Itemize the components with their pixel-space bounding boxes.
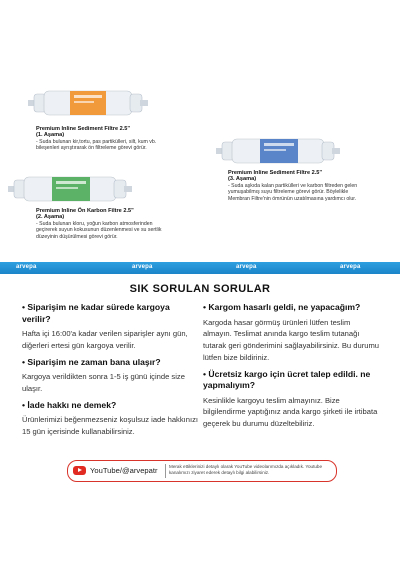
brand-logo-text: arvepa [340,264,361,270]
filter-image-stage-1 [28,86,148,120]
faq-question: • Siparişim ne kadar sürede kargoya verilir? [22,302,170,324]
youtube-info-text: Merak ettiklerinizi detaylı olarak YouTube videolarımızda açıkladık. Youtube kanalımızı ziyaret ederek detaylı bilgi alabilirsiniz. [169,464,323,475]
brand-logo-text: arvepa [236,264,257,270]
faq-title: SIK SORULAN SORULAR [129,283,271,295]
brand-logo-text: arvepa [132,264,153,270]
product-description-stage-2 [36,208,164,240]
youtube-handle[interactable]: YouTube/@arvepatr [90,466,158,475]
faq-question: • Siparişim ne zaman bana ulaşır? [22,356,161,367]
product-desc: - Suda bulunan kir,tortu, pas partikülleri, silt, kum vb. bileşenleri ayrıştırarak ön filtreleme görevi görür. [36,138,157,152]
product-desc: - Suda aşkıda kalan partikülleri ve karbon filtreden gelen yumuşabilmış suyu filtreleme görevi görür. Böylelikle Membran Filtre'nin ömrünün uzatılmasına yardımcı olur. [228,182,358,202]
faq-question: • İade hakkı ne demek? [22,399,117,410]
faq-answer: Hafta içi 16:00'a kadar verilen siparişler aynı gün, diğerleri ertesi gün kargoya verilir. [22,329,188,350]
divider [165,464,166,478]
faq-right-column [203,302,381,435]
product-stage: (2. Aşama) [36,214,65,221]
brand-logo-text: arvepa [16,264,37,270]
product-stage: (1. Aşama) [36,132,65,139]
brand-band [0,262,400,274]
faq-answer: Kargoda hasar görmüş ürünleri lütfen teslim almayın. Teslimat anında kargo teslim tutanağı tutarak geri gönderimini sağlayabilirsiniz. Bu durumu lütfen bize bildiriniz. [203,317,380,362]
filter-image-stage-3 [216,134,340,168]
product-name: Premium Inline Ön Karbon Filtre 2.5" [36,208,134,214]
faq-question: • Kargom hasarlı geldi, ne yapacağım? [203,302,361,312]
product-description-stage-3 [228,170,360,202]
faq-answer: Kesinlikle kargoyu teslim almayınız. Bize bilgilendirme yaptığınız anda kargo şirketi ile irtibata geçerek bu durumu düzeltebiliriz. [203,395,378,429]
product-description-stage-1 [36,126,166,152]
faq-answer: Ürünlerimizi beğenmezseniz koşulsuz iade hakkınızı 15 gün içerisinde kullanabilirsiniz. [22,415,199,436]
product-showcase [0,0,400,262]
product-stage: (3. Aşama) [228,176,257,183]
faq-answer: Kargoya verildikten sonra 1-5 iş günü içinde size ulaşır. [22,372,185,393]
product-desc: - Suda bulunan kloru, yoğun karbon atmosferinden geçirerek suyun kokusunun düzenlenmesi ve su sertlik düzeyinin düşürülmesi görevi görür. [36,220,162,240]
filter-image-stage-2 [8,172,132,206]
youtube-icon [73,466,86,475]
faq-left-column [22,302,200,443]
product-name: Premium Inline Sediment Filtre 2.5" [36,126,131,132]
youtube-banner[interactable] [67,460,337,482]
product-name: Premium Inline Sediment Filtre 2.5" [228,170,323,176]
faq-question: • Ücretsiz kargo için ücret talep edildi. ne yapmalıyım? [203,368,371,391]
